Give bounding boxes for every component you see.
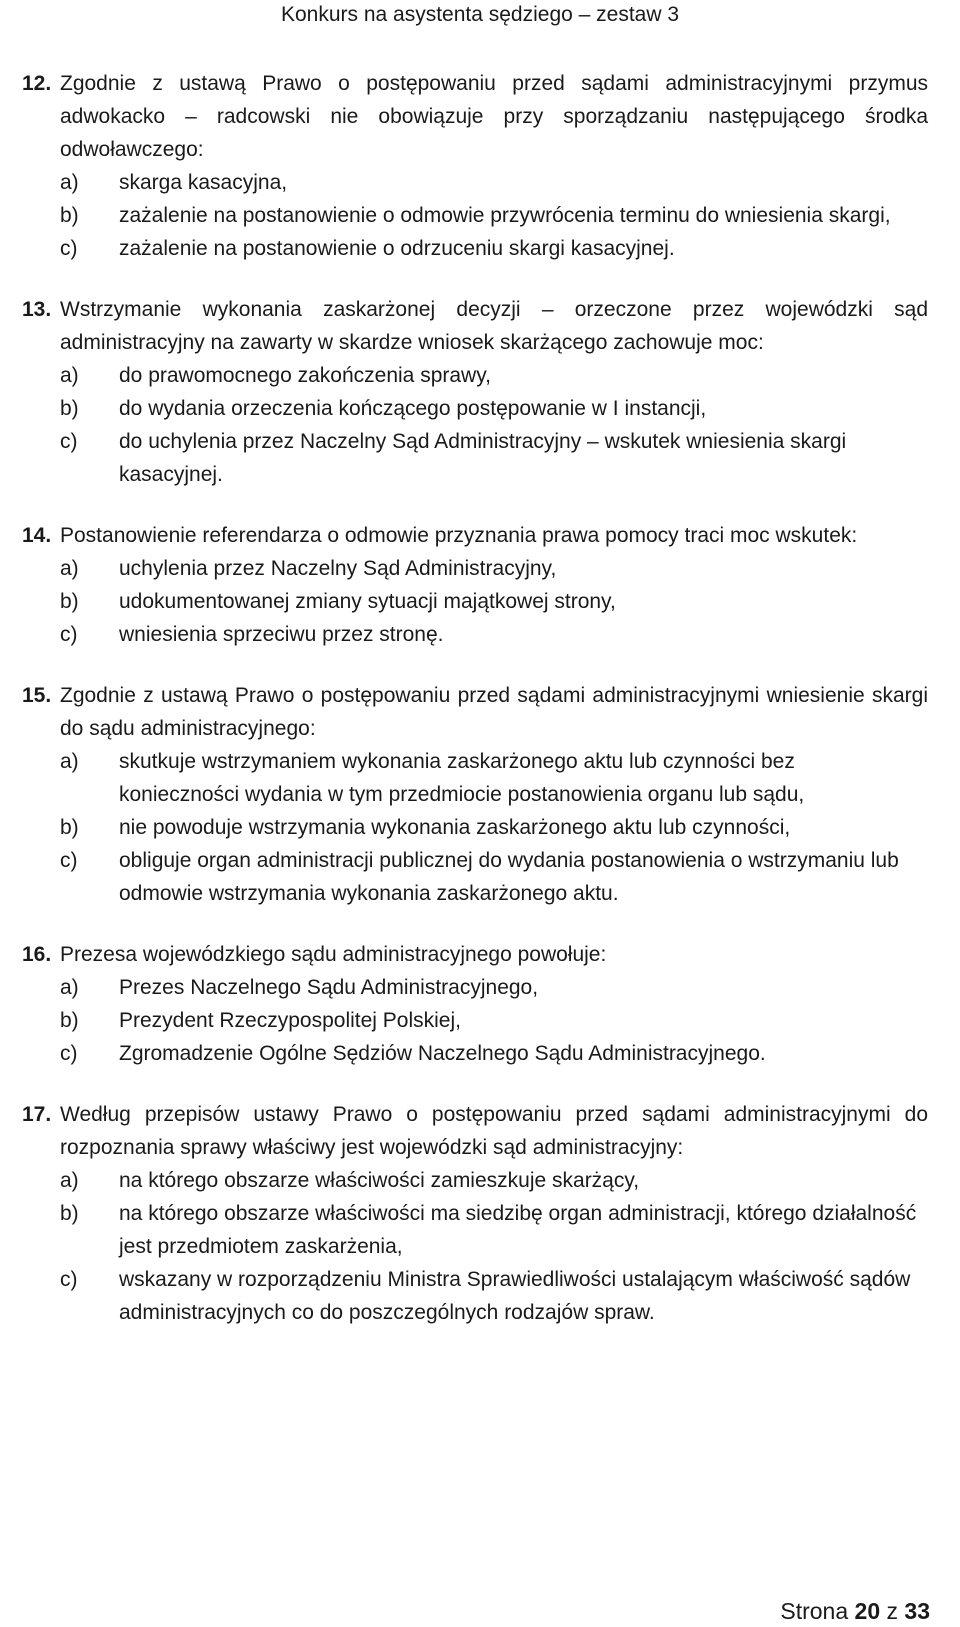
question-text: Zgodnie z ustawą Prawo o postępowaniu przed sądami administracyjnymi wniesienie skargi do sądu administracyjnego:: [60, 684, 928, 740]
option-text: Zgromadzenie Ogólne Sędziów Naczelnego Sądu Administracyjnego.: [119, 1042, 766, 1065]
answer-option-a: [0, 745, 960, 811]
answer-option-c: [0, 425, 960, 491]
question-number: 12.: [22, 72, 52, 95]
option-text: skutkuje wstrzymaniem wykonania zaskarżonego aktu lub czynności bez konieczności wydania w tym przedmiocie postanowienia organu lub sądu,: [119, 750, 805, 806]
option-text: do wydania orzeczenia kończącego postępowanie w I instancji,: [119, 397, 707, 420]
option-letter: c): [60, 849, 78, 872]
question-13: [0, 293, 960, 491]
question-12: [0, 67, 960, 265]
question-text: Wstrzymanie wykonania zaskarżonej decyzji – orzeczone przez wojewódzki sąd administracyjny na zawarty w skardze wniosek skarżącego zachowuje moc:: [60, 298, 928, 354]
option-text: wskazany w rozporządzeniu Ministra Sprawiedliwości ustalającym właściwość sądów administracyjnych co do poszczególnych rodzajów spraw.: [119, 1268, 911, 1324]
question-number: 13.: [22, 298, 52, 321]
question-text: Według przepisów ustawy Prawo o postępowaniu przed sądami administracyjnymi do rozpoznania sprawy właściwy jest wojewódzki sąd administracyjny:: [60, 1103, 928, 1159]
option-text: Prezydent Rzeczypospolitej Polskiej,: [119, 1009, 461, 1032]
option-letter: b): [60, 204, 79, 227]
answer-option-b: [0, 1004, 960, 1037]
question-17: [0, 1098, 960, 1329]
option-text: nie powoduje wstrzymania wykonania zaskarżonego aktu lub czynności,: [119, 816, 791, 839]
option-letter: c): [60, 623, 78, 646]
option-letter: a): [60, 171, 79, 194]
answer-option-c: [0, 844, 960, 910]
question-list: [0, 67, 960, 1357]
option-letter: b): [60, 1202, 79, 1225]
answer-option-a: [0, 1164, 960, 1197]
answer-option-b: [0, 392, 960, 425]
answer-option-b: [0, 811, 960, 844]
option-text: Prezes Naczelnego Sądu Administracyjnego,: [119, 976, 539, 999]
option-letter: a): [60, 364, 79, 387]
option-letter: c): [60, 1268, 78, 1291]
question-text: Postanowienie referendarza o odmowie przyznania prawa pomocy traci moc wskutek:: [60, 524, 858, 547]
option-letter: c): [60, 1042, 78, 1065]
answer-option-a: [0, 971, 960, 1004]
page-current: 20: [854, 1598, 881, 1624]
option-text: do uchylenia przez Naczelny Sąd Administracyjny – wskutek wniesienia skargi kasacyjnej.: [119, 430, 847, 486]
option-text: na którego obszarze właściwości zamieszkuje skarżący,: [119, 1169, 640, 1192]
answer-option-a: [0, 552, 960, 585]
question-number: 17.: [22, 1103, 52, 1126]
page-header: [0, 0, 960, 30]
answer-option-c: [0, 232, 960, 265]
option-text: uchylenia przez Naczelny Sąd Administracyjny,: [119, 557, 557, 580]
answer-options: [0, 359, 960, 491]
answer-option-b: [0, 1197, 960, 1263]
option-letter: b): [60, 1009, 79, 1032]
option-letter: a): [60, 750, 79, 773]
answer-option-a: [0, 166, 960, 199]
option-letter: a): [60, 976, 79, 999]
answer-option-c: [0, 618, 960, 651]
page-footer: [780, 1595, 930, 1627]
question-16: [0, 938, 960, 1070]
answer-option-b: [0, 585, 960, 618]
option-text: zażalenie na postanowienie o odrzuceniu skargi kasacyjnej.: [119, 237, 675, 260]
option-text: skarga kasacyjna,: [119, 171, 288, 194]
page-of-word: z: [886, 1598, 899, 1624]
option-letter: b): [60, 816, 79, 839]
option-text: na którego obszarze właściwości ma siedzibę organ administracji, którego działalność jest przedmiotem zaskarżenia,: [119, 1202, 917, 1258]
answer-options: [0, 1164, 960, 1329]
option-text: obliguje organ administracji publicznej do wydania postanowienia o wstrzymaniu lub odmowie wstrzymania wykonania zaskarżonego aktu.: [119, 849, 899, 905]
option-letter: b): [60, 590, 79, 613]
option-letter: a): [60, 557, 79, 580]
question-number: 16.: [22, 943, 52, 966]
answer-options: [0, 166, 960, 265]
option-text: udokumentowanej zmiany sytuacji majątkowej strony,: [119, 590, 616, 613]
answer-options: [0, 745, 960, 910]
answer-options: [0, 552, 960, 651]
question-number: 14.: [22, 524, 52, 547]
option-letter: a): [60, 1169, 79, 1192]
document-title: Konkurs na asystenta sędziego – zestaw 3: [280, 3, 680, 26]
question-text: Zgodnie z ustawą Prawo o postępowaniu przed sądami administracyjnymi przymus adwokacko – radcowski nie obowiązuje przy sporządzaniu następującego środka odwoławczego:: [60, 72, 928, 161]
option-letter: c): [60, 237, 78, 260]
question-15: [0, 679, 960, 910]
answer-option-c: [0, 1263, 960, 1329]
answer-options: [0, 971, 960, 1070]
option-letter: b): [60, 397, 79, 420]
question-14: [0, 519, 960, 651]
option-letter: c): [60, 430, 78, 453]
page-total: 33: [904, 1598, 930, 1624]
question-number: 15.: [22, 684, 52, 707]
option-text: do prawomocnego zakończenia sprawy,: [119, 364, 491, 387]
answer-option-a: [0, 359, 960, 392]
answer-option-b: [0, 199, 960, 232]
answer-option-c: [0, 1037, 960, 1070]
option-text: zażalenie na postanowienie o odmowie przywrócenia terminu do wniesienia skargi,: [119, 204, 891, 227]
question-text: Prezesa wojewódzkiego sądu administracyjnego powołuje:: [60, 943, 607, 966]
option-text: wniesienia sprzeciwu przez stronę.: [119, 623, 444, 646]
page-word: Strona: [780, 1598, 849, 1624]
